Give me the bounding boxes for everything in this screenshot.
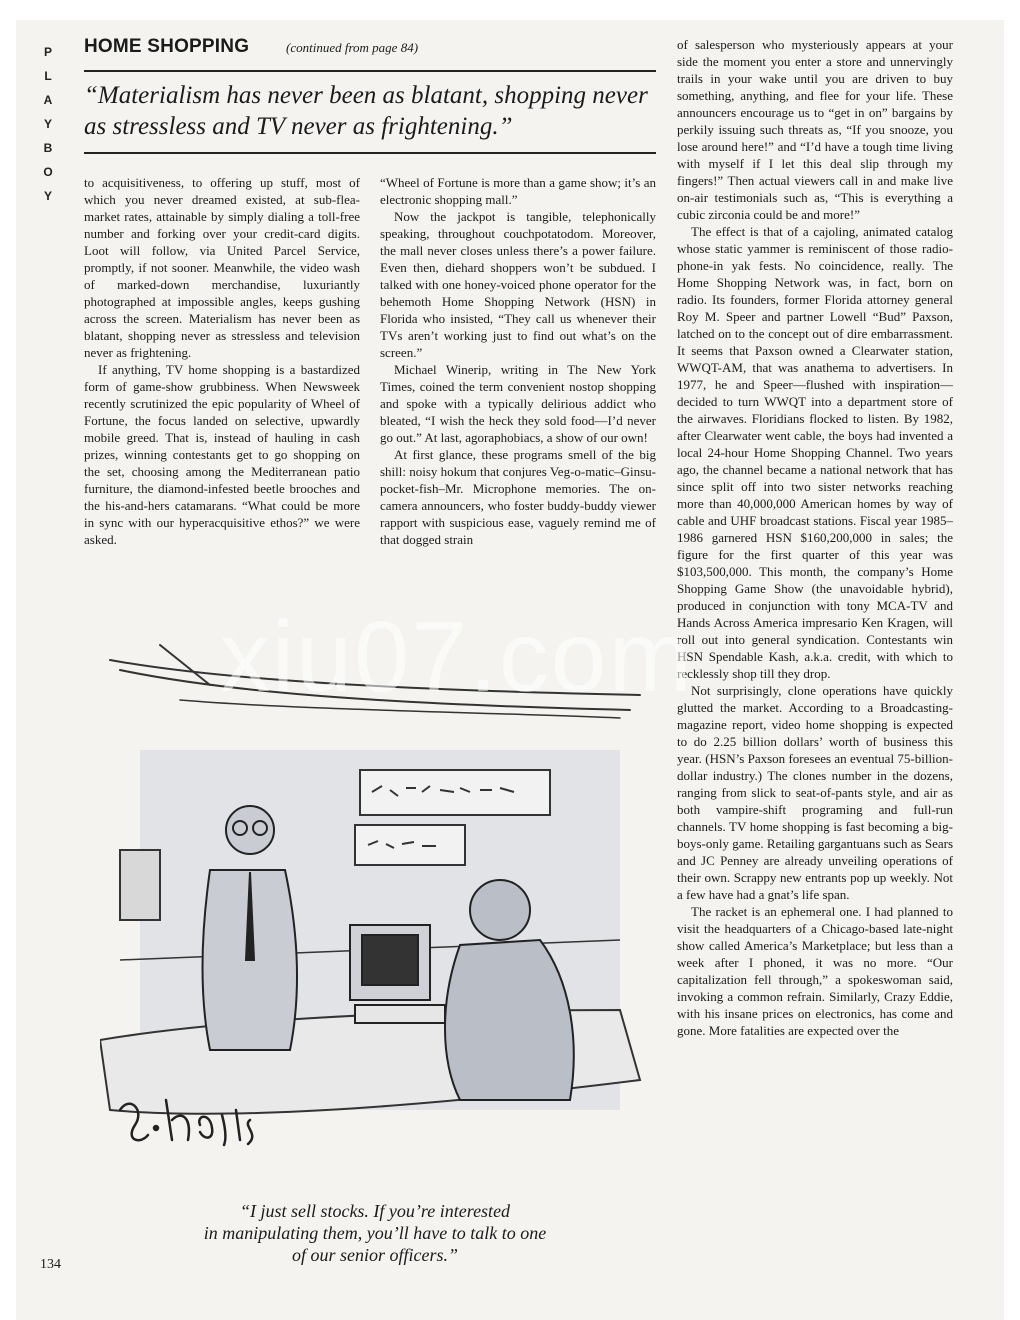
column-2: [380, 174, 656, 548]
column-1: [84, 174, 360, 548]
continued-note: (continued from page 84): [286, 40, 419, 55]
bottom-rule: [84, 152, 656, 154]
paragraph: Not surprisingly, clone operations have quickly glutted the market. According to a Broadcasting-magazine report, video home shopping is expected to do 2.25 billion dollars’ worth of business this year. (HSN’s Paxson foresees an eventual 75-billion-dollar industry.) The clones number in the dozens, ranging from slick to seat-of-pants style, and air as both vampire-shift programing and full-run channels. TV home shopping is fast becoming a big-boys-only game. Retailing gargantuans such as Sears and JC Penney are already unveiling operations of their own. Scrappy new entrants pop up weekly. Not a few have had a gnat’s life span.: [677, 683, 953, 902]
paragraph: “Wheel of Fortune is more than a game show; it’s an electronic shopping mall.”: [380, 175, 656, 207]
caption-line: in manipulating them, you’ll have to talk to one: [203, 1223, 547, 1243]
watermark: xiu07.com: [220, 601, 694, 713]
department-heading: HOME SHOPPING: [84, 36, 250, 57]
cartoon-illustration: [100, 640, 660, 1180]
caption-line: of our senior officers.”: [291, 1245, 458, 1265]
spine-letter: Y: [43, 117, 52, 131]
paragraph: At first glance, these programs smell of the big shill: noisy hokum that conjures Veg-o-matic–Ginsu-pocket-fish–Mr. Microphone memories. The on-camera announcers, who foster buddy-buddy viewer rapport with suspicious ease, vaguely remind me of that dogged strain: [380, 447, 656, 547]
column-3: [677, 36, 953, 1039]
spine-letter: B: [43, 141, 53, 155]
spine-letter: P: [43, 45, 52, 59]
spine-letter: L: [44, 69, 52, 83]
top-rule: [84, 70, 656, 72]
paragraph: Now the jackpot is tangible, telephonically speaking, throughout couchpotatodom. Moreover, the mall never closes unless there’s a power failure. Even then, diehard shoppers won’t be subdued. I talked with one honey-voiced phone operator for the behemoth Home Shopping Network (HSN) in Florida who insisted, “They call us whenever their TVs aren’t working just to find out what’s on the screen.”: [380, 209, 656, 360]
caption-line: “I just sell stocks. If you’re interested: [239, 1201, 511, 1221]
spine-letter: Y: [43, 189, 52, 203]
paragraph: of salesperson who mysteriously appears at your side the moment you enter a store and unnervingly trails in your wake until you are driven to buy something, anything, and flee for your life. These announcers encourage us to “get in on” bargains by perkily issuing such threats as, “If you snooze, you lose around here!” and “I’d have a tough time living with myself if I let this deal slip through my fingers!” Then actual viewers call in and make live on-air testimonials such as, “This is everything a cubic zirconia could be and more!”: [677, 37, 953, 222]
paragraph: to acquisitiveness, to offering up stuff, most of which you never dreamed existed, at sub-flea-market rates, attainable by simply dialing a toll-free number and forking over your credit-card digits. Loot will follow, via United Parcel Service, promptly, if not sooner. Meanwhile, the video wash of marked-down merchandise, luxuriantly photographed at impossible angles, keeps gushing across the screen. Materialism has never been as blatant, shopping never as stressless and television never as frightening.: [84, 175, 360, 360]
cartoon-caption: [140, 1200, 610, 1266]
spine-letter: A: [43, 93, 53, 107]
paragraph: Michael Winerip, writing in The New York Times, coined the term convenient nostop shopping and spoke with a typically delirious addict who bleated, “I wish the heck they sold food—I’d never go out.” At last, agoraphobiacs, a show of our own!: [380, 362, 656, 445]
paragraph: The racket is an ephemeral one. I had planned to visit the headquarters of a Chicago-based late-night show called America’s Marketplace; but less than a week after I phoned, it was no more. “Our capitalization fell through,” a spokeswoman said, invoking a common refrain. Similarly, Crazy Eddie, with his insane prices on electronics, has come and gone. More fatalities are expected over the: [677, 904, 953, 1038]
paragraph: The effect is that of a cajoling, animated catalog whose static yammer is reminiscent of those radio-phone-in yak fests. No coincidence, really. The Home Shopping Network was, in fact, born on radio. Its founders, former Florida attorney general Roy M. Speer and partner Lowell “Bud” Paxson, latched on to the concept out of dire embarrassment. It seems that Paxson owned a Clearwater station, WWQT-AM, that was anathema to advertisers. In 1977, he and Speer—flushed with inspiration—decided to turn WWQT into a department store of the airwaves. Floridians flocked to listen. By 1982, after Clearwater went cable, the boys had invented a local 24-hour Home Shopping Channel. Two years ago, the channel became a national network that has since split off into two sister networks reaching more than 40,000,000 American homes by way of cable and UHF broadcast stations. Fiscal year 1985–1986 garnered HSN $160,200,000 in sales; the figure for the first quarter of this year was $103,500,000. This month, the company’s Home Shopping Game Show (the unavoidable hybrid), produced in conjunction with tony MCA-TV and Hands Across America impresario Ken Kragen, will roll out into general syndication. Contestants win HSN Spendable Kash, a.k.a. credit, with which to recklessly shop till they drop.: [677, 224, 953, 681]
pull-quote: “Materialism has never been as blatant, shopping never as stressless and TV never as frightening.”: [84, 82, 648, 140]
spine-letter: O: [43, 165, 53, 179]
paragraph: If anything, TV home shopping is a bastardized form of game-show grubbiness. When Newsweek recently scrutinized the epic popularity of Wheel of Fortune, the focus landed on selective, upwardly mobile greed. That is, instead of hauling in cash prizes, winning contestants get to go shopping on the set, choosing among the Mediterranean patio furniture, the diamond-infested beetle brooches and the his-and-hers catamarans. “What could be more in sync with our hyperacquisitive ethos?” we were asked.: [84, 362, 360, 547]
page-number: 134: [40, 1257, 61, 1272]
magazine-spine: [40, 40, 56, 208]
